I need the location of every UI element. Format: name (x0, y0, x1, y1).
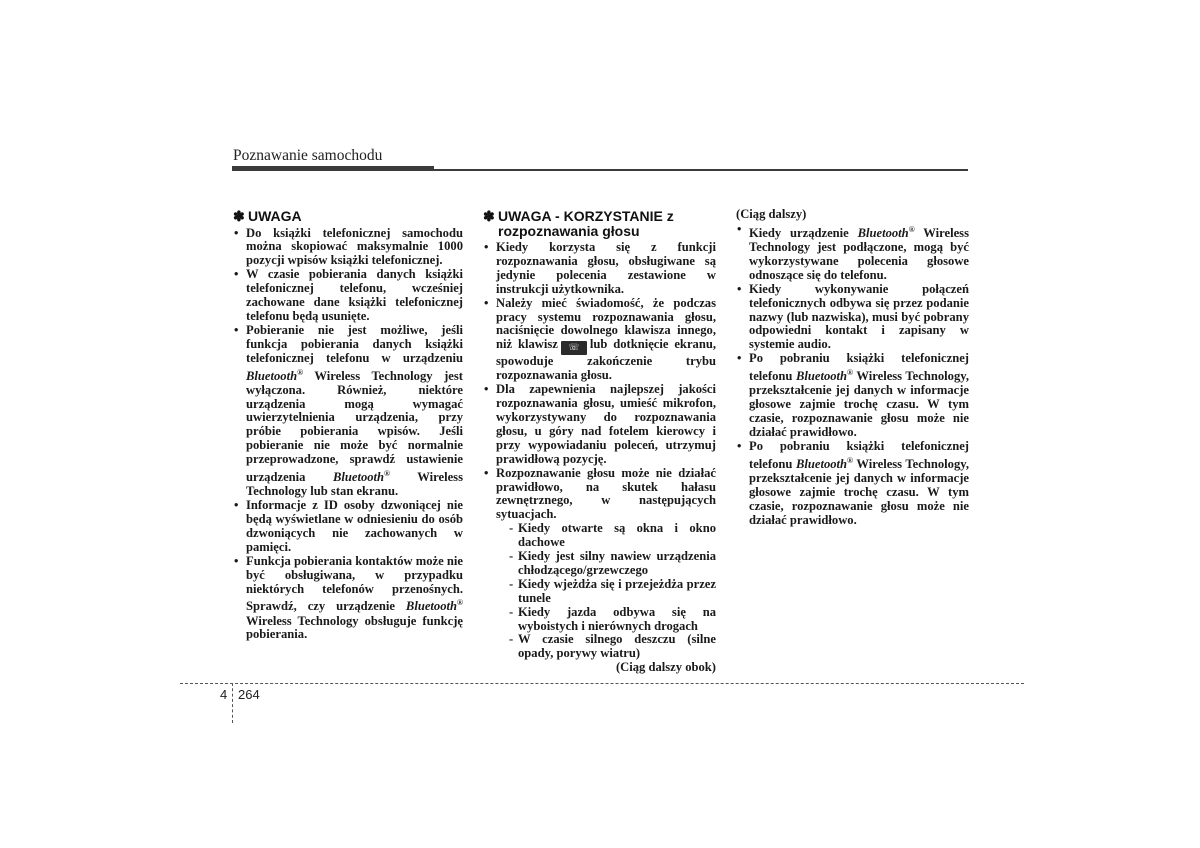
footer-vertical-rule (232, 683, 233, 723)
caution-title: UWAGA (248, 208, 302, 224)
list-item: - Kiedy jest silny nawiew urządzenia chłodzącego/grzewczego (509, 550, 716, 578)
column-left (233, 209, 463, 642)
header-rule-thick (232, 166, 434, 171)
chapter-number: 4 (220, 687, 228, 702)
caution-list (233, 227, 463, 643)
list-item: • Rozpoznawanie głosu może nie działać prawidłowo, na skutek hałasu zewnętrznego, w następujących sytuacjach. - Kiedy otwarte są okna i okno dachowe - Kiedy jest silny nawiew urządzenia chłodzącego/grzewczego - Kiedy wjeżdża się i przejeżdża przez tunele - Kiedy jazda odbywa się na wyboistych i nierównych drogach - W czasie silnego deszczu (silne opady, porywy wiatru) (483, 467, 716, 662)
voice-key-icon: ☏ (561, 341, 587, 355)
list-item: • Należy mieć świadomość, że podczas pracy systemu rozpoznawania głosu, naciśnięcie dowolnego klawisza innego, niż klawisz ☏ lub dotknięcie ekranu, spowoduje zakończenie trybu rozpoznawania głosu. (483, 297, 716, 384)
asterisk-icon: ✽ (483, 208, 495, 224)
list-item: - Kiedy otwarte są okna i okno dachowe (509, 522, 716, 550)
list-item: • Dla zapewnienia najlepszej jakości rozpoznawania głosu, umieść mikrofon, wykorzystywany do rozpoznawania głosu, u góry nad fotelem kierowcy i przy wypowiadaniu poleceń, utrzymuj prawidłową pozycję. (483, 383, 716, 466)
continued-list (736, 223, 969, 528)
column-right (736, 208, 969, 528)
voice-caution-list (483, 241, 716, 661)
voice-caution-heading (483, 209, 716, 238)
continued-next-label: (Ciąg dalszy obok) (615, 660, 716, 675)
list-item: • Kiedy wykonywanie połączeń telefonicznych odbywa się przez podanie nazwy (lub nazwiska), musi być pobrany odpowiedni kontakt i zapisany w systemie audio. (736, 283, 969, 353)
list-item: • Po pobraniu książki telefonicznej telefonu Bluetooth® Wireless Technology, przekształcenie jej danych w informacje głosowe zajmie trochę czasu. W tym czasie, rozpoznawanie głosu może nie działać prawidłowo. (736, 352, 969, 440)
list-item: • Kiedy korzysta się z funkcji rozpoznawania głosu, obsługiwane są jedynie polecenia zestawione w instrukcji użytkownika. (483, 241, 716, 297)
continued-label: (Ciąg dalszy) (736, 207, 807, 221)
list-item: • Kiedy urządzenie Bluetooth® Wireless Technology jest podłączone, mogą być wykorzystywane polecenia głosowe odnoszące się do telefonu. (736, 223, 969, 283)
list-item: • W czasie pobierania danych książki telefonicznej telefonu, wcześniej zachowane dane książki telefonicznej telefonu będą usunięte. (233, 268, 463, 324)
list-item: • Informacje z ID osoby dzwoniącej nie będą wyświetlane w odniesieniu do osób dzwoniących nie zachowanych w pamięci. (233, 499, 463, 555)
voice-caution-title: UWAGA - KORZYSTANIE z rozpoznawania głosu (498, 208, 674, 239)
list-item: - Kiedy jazda odbywa się na wyboistych i nierównych drogach (509, 606, 716, 634)
footer-dashed-rule (180, 683, 1024, 684)
page-number: 264 (238, 687, 260, 702)
list-item: - Kiedy wjeżdża się i przejeżdża przez tunele (509, 578, 716, 606)
list-item: - W czasie silnego deszczu (silne opady, porywy wiatru) (509, 633, 716, 661)
header-rule-thin (434, 169, 968, 171)
list-item: • Do książki telefonicznej samochodu można skopiować maksymalnie 1000 pozycji wpisów książki telefonicznej. (233, 227, 463, 269)
caution-heading (233, 209, 463, 224)
column-middle (483, 209, 716, 675)
asterisk-icon: ✽ (233, 208, 245, 224)
list-item: • Funkcja pobierania kontaktów może nie być obsługiwana, w przypadku niektórych telefonów przenośnych. Sprawdź, czy urządzenie Bluetooth® Wireless Technology obsługuje funkcję pobierania. (233, 555, 463, 643)
section-title: Poznawanie samochodu (233, 147, 383, 164)
situation-list (496, 522, 716, 661)
list-item: • Pobieranie nie jest możliwe, jeśli funkcja pobierania danych książki telefonicznej telefonu w urządzeniu Bluetooth® Wireless Technology jest wyłączona. Również, niektóre urządzenia mogą wymagać uwierzytelnienia urządzenia, przy próbie pobierania wpisów. Jeśli pobieranie nie może być normalnie przeprowadzone, sprawdź ustawienie urządzenia Bluetooth® Wireless Technology lub stan ekranu. (233, 324, 463, 499)
list-item: • Po pobraniu książki telefonicznej telefonu Bluetooth® Wireless Technology, przekształcenie jej danych w informacje głosowe zajmie trochę czasu. W tym czasie, rozpoznawanie głosu może nie działać prawidłowo. (736, 440, 969, 528)
